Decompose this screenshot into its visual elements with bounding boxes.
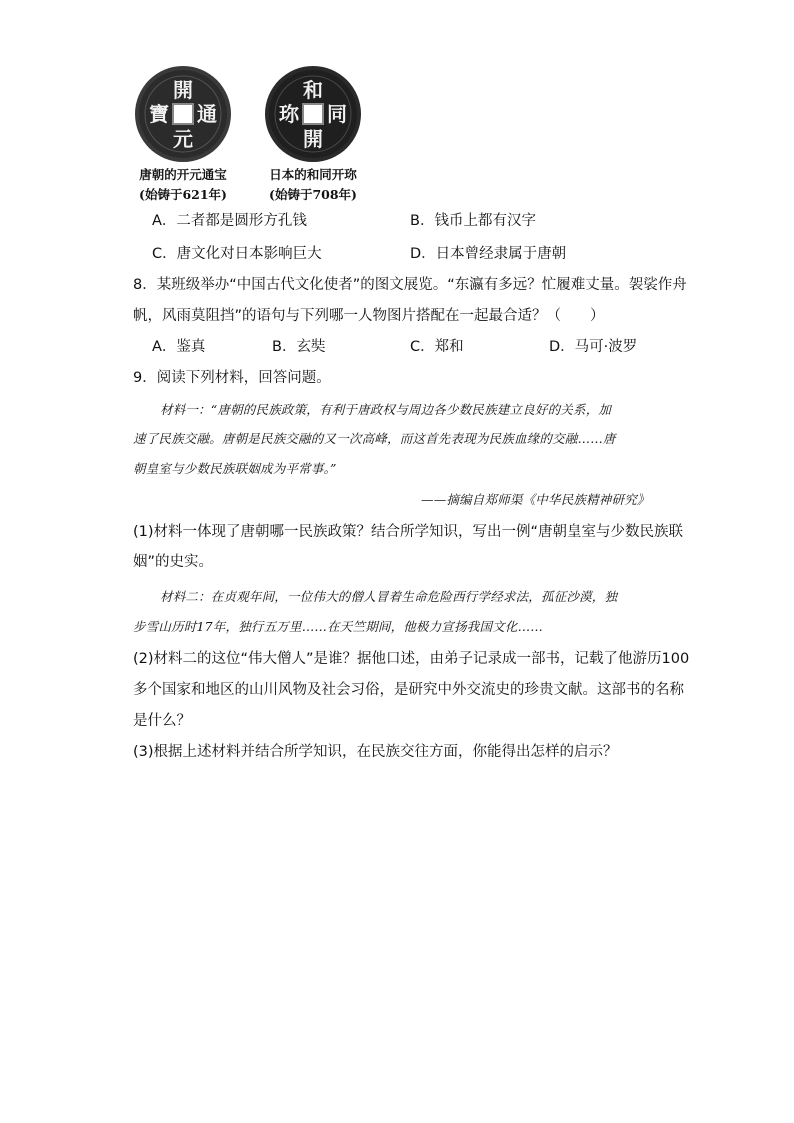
q8-stem-line2: 帆，风雨莫阻挡”的语句与下列哪一人物图片搭配在一起最合适？（ ）: [133, 308, 605, 324]
q9-sub1-line2: 姻”的史实。: [133, 554, 214, 570]
material1-line2: 速了民族交融。唐朝是民族交融的又一次高峰，而这首先表现为民族血缘的交融……唐: [133, 431, 616, 446]
material1-line3: 朝皇室与少数民族联姻成为平常事。”: [133, 461, 337, 476]
q9-sub2-line3: 是什么？: [133, 713, 191, 729]
q9-sub2-line2: 多个国家和地区的山川风物及社会习俗，是研究中外交流史的珍贵文献。这部书的名称: [133, 682, 684, 698]
q7-option-d: D．日本曾经隶属于唐朝: [410, 246, 567, 262]
material1-line1: 材料一：“唐朝的民族政策，有利于唐政权与周边各少数民族建立良好的关系，加: [160, 402, 612, 417]
svg-text:開: 開: [173, 78, 193, 102]
q9-title: 9．阅读下列材料，回答问题。: [133, 370, 331, 386]
svg-text:寶: 寶: [149, 102, 169, 126]
q8-option-d: D．马可·波罗: [549, 339, 638, 355]
q9-sub3-line1: (3)根据上述材料并结合所学知识，在民族交往方面，你能得出怎样的启示？: [133, 744, 618, 760]
q9-sub1-line1: (1)材料一体现了唐朝哪一民族政策？结合所学知识，写出一例“唐朝皇室与少数民族联: [133, 524, 684, 540]
q8-option-c: C．郑和: [410, 339, 464, 355]
q9-sub2-line1: (2)材料二的这位“伟大僧人”是谁？据他口述，由弟子记录成一部书，记载了他游历100: [133, 651, 690, 667]
coin-figure-wadokaichin: [258, 64, 368, 204]
svg-text:開: 開: [303, 127, 323, 151]
q8-option-a: A．鉴真: [152, 339, 206, 355]
q8-stem-line1: 8．某班级举办“中国古代文化使者”的图文展览。“东瀛有多远？忙履难丈量。袈裟作舟: [133, 277, 687, 293]
material1-source: ——摘编自郑师渠《中华民族精神研究》: [421, 492, 650, 507]
coin-caption-date: (始铸于621年): [139, 187, 227, 202]
material2-line2: 步雪山历时17年，独行五万里……在天竺期间，他极力宣扬我国文化……: [133, 619, 544, 634]
wadokaichin-coin-image: [263, 64, 363, 164]
coin-caption-date: (始铸于708年): [269, 187, 357, 202]
q8-option-b: B．玄奘: [272, 339, 326, 355]
svg-text:通: 通: [197, 102, 217, 126]
coin-caption-title: 日本的和同开珎: [269, 167, 357, 182]
svg-text:元: 元: [173, 127, 193, 151]
material2-line1: 材料二：在贞观年间，一位伟大的僧人冒着生命危险西行学经求法，孤征沙漠，独: [160, 589, 618, 604]
svg-text:同: 同: [327, 102, 347, 126]
q7-option-a: A．二者都是圆形方孔钱: [152, 213, 307, 229]
coin-figure-kaiyuan: [128, 64, 238, 204]
q7-option-c: C．唐文化对日本影响巨大: [152, 246, 322, 262]
q7-option-b: B．钱币上都有汉字: [410, 213, 536, 229]
svg-text:珎: 珎: [279, 102, 299, 126]
coin-caption-title: 唐朝的开元通宝: [139, 167, 227, 182]
svg-text:和: 和: [303, 78, 323, 102]
kaiyuan-coin-image: [133, 64, 233, 164]
